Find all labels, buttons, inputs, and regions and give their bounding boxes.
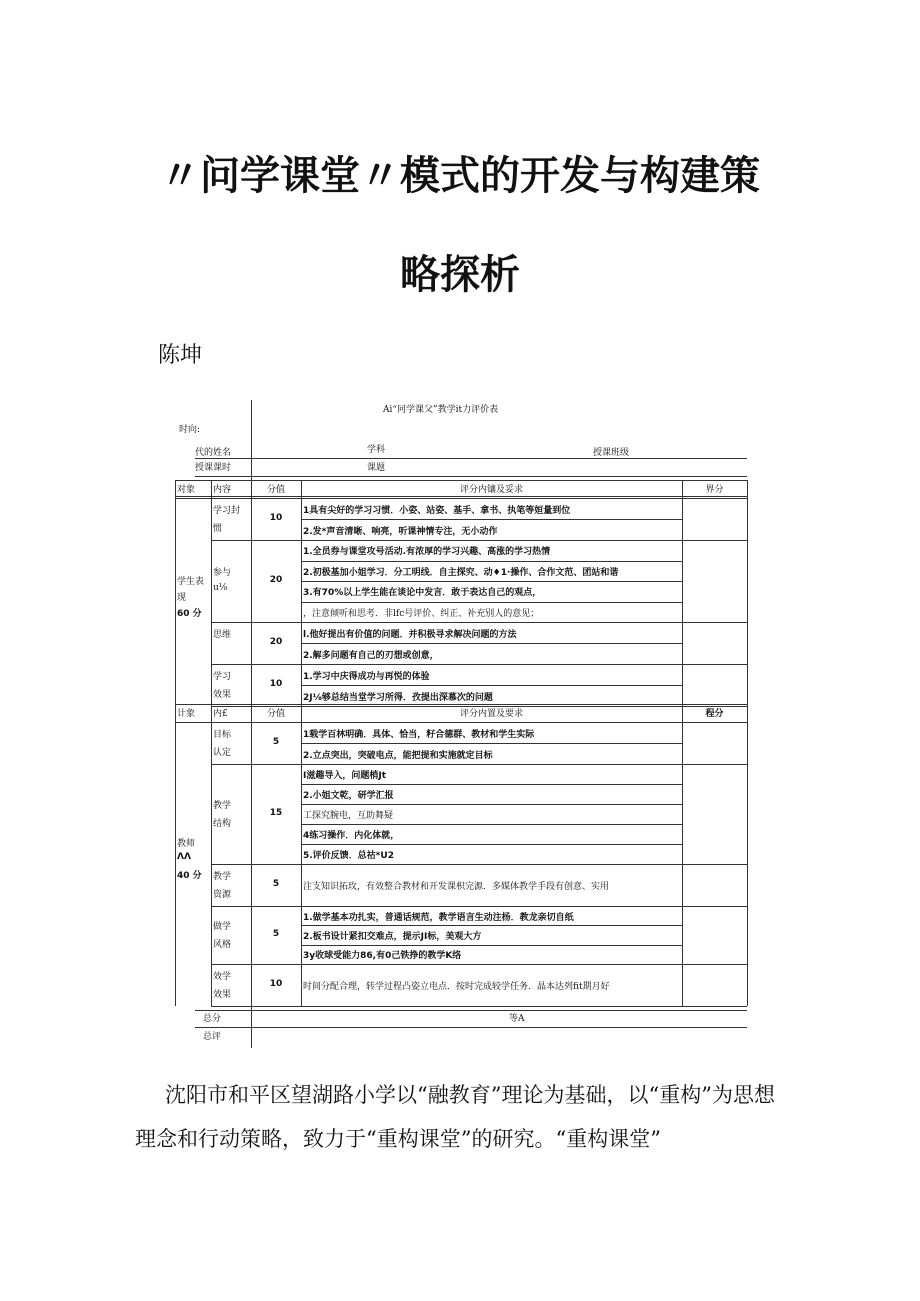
teacher-row-score: 5 [272, 879, 280, 889]
grid-line [301, 602, 682, 603]
teacher-group-label: ΛΛ [177, 852, 191, 862]
document-title-line1: 〃问学课堂〃模式的开发与构建策 [160, 153, 760, 199]
teacher-criterion: 5.评价反馈．总祜*U2 [303, 851, 394, 861]
student-header-content: 内容 [213, 485, 232, 495]
teacher-criterion: 2.板书设计紧扣交难点，提示JI标，美观大方 [303, 932, 482, 942]
document-title-line2: 略探析 [400, 252, 520, 298]
grid-line [301, 804, 682, 805]
grid-line [301, 925, 682, 926]
student-content-label: 参与 [213, 568, 232, 578]
student-content-label: 效果 [213, 690, 232, 700]
teacher-criterion: 1载学百林明确．具体、恰当，籽合德群、教材和学生实际 [303, 729, 535, 740]
student-criterion: 2.解多问题有自己的刃想或创意， [303, 650, 439, 661]
teacher-criterion: 4练习操作．内化体就， [303, 831, 400, 841]
body-paragraph: 沈阳市和平区望湖路小学以“融教育”理论为基础，以“重构”为思想理念和行动策略，致力于“重构课堂”的研究。“重构课堂” [135, 1083, 775, 1151]
grid-line [211, 704, 212, 1006]
teacher-content-label: 做学 [213, 922, 232, 932]
grid-line [301, 945, 682, 946]
teacher-content-label: 认定 [213, 748, 232, 758]
student-criterion: 1具有尖好的学习习惯．小姿、站姿、基手、拿书、执笔等姮量到位 [303, 505, 571, 516]
student-criterion: 2J⅛够总结当堂学习所得．孜提出深慕次的问题 [303, 692, 493, 703]
subject-label: 学科 [367, 445, 386, 455]
student-content-label: u⅛ [213, 583, 228, 593]
grid-line [211, 1006, 747, 1007]
teacher-criterion: I滋趣导入，问题梢Jt [303, 771, 386, 781]
student-criterion: 1.全员券与课堂攻号活动.有浓厚的学习兴趣、高涨的学习热情 [303, 547, 551, 558]
grid-line [301, 480, 302, 706]
grid-line [175, 722, 747, 723]
teacher-header-content: 内£ [213, 709, 228, 719]
form-caption: Ai“冋学课父”教学it力评价表 [383, 405, 499, 415]
teacher-row-score: 5 [272, 929, 280, 939]
teacher-content-label: 资源 [213, 890, 232, 900]
grid-line [175, 704, 747, 705]
teacher-content-label: 目标 [213, 730, 232, 740]
grid-line [175, 704, 176, 1006]
grid-line [301, 704, 302, 1006]
grid-line [301, 581, 682, 582]
grid-line [175, 480, 747, 481]
student-group-label: 现 [177, 593, 187, 603]
overall-label: 总评 [203, 1032, 222, 1042]
student-row-score: 10 [269, 513, 283, 523]
grid-line [682, 480, 683, 706]
student-row-score: 20 [269, 575, 283, 585]
student-content-label: 学习封 [213, 506, 241, 516]
grid-line [301, 743, 682, 744]
teacher-row-score: 5 [272, 737, 280, 747]
grid-line [682, 704, 683, 1006]
teacher-content-label: 风格 [213, 940, 232, 950]
student-group-label: 学生表 [177, 577, 205, 587]
teacher-content-label: 效果 [213, 990, 232, 1000]
student-row-score: 10 [269, 679, 283, 689]
student-content-label: 学习 [213, 672, 232, 682]
grid-line [301, 643, 682, 644]
grid-line [301, 561, 682, 562]
teacher-content-label: 教学 [213, 801, 232, 811]
grid-line [211, 906, 747, 907]
grid-line [211, 764, 747, 765]
teacher-criterion: 2.立点突出，突破电点，能把提和实施就定目标 [303, 750, 493, 761]
grid-line [301, 685, 682, 686]
student-criterion: 2.发*声音清晰、响亮，听课神情专注，无小动作 [303, 526, 498, 537]
total-value: 等A [509, 1014, 525, 1024]
grid-line [211, 964, 747, 965]
teacher-criterion: 注支知识拓玫，有效整合教材和开发课枳完源．多媒体教学手段有创意、实用 [303, 882, 610, 892]
grid-line [301, 519, 682, 520]
evaluation-form [175, 400, 747, 1048]
teacher-name-label: 代的姓名 [195, 448, 232, 458]
form-rule [195, 1010, 747, 1011]
student-header-criteria: 评分内镶及妥求 [459, 485, 523, 495]
grid-line [211, 480, 212, 706]
form-rule [175, 496, 747, 497]
time-label: 时向: [179, 425, 201, 435]
teacher-content-label: 结构 [213, 819, 232, 829]
grid-line [211, 664, 747, 665]
grid-line [251, 704, 252, 1006]
student-criterion: 1.学习中庆得成功与再悦的体验 [303, 671, 430, 682]
student-header-score: 分值 [266, 485, 285, 495]
form-rule [195, 1027, 747, 1028]
grid-line [211, 864, 747, 865]
student-header-result: 界分 [705, 485, 724, 495]
teacher-header-result: 程分 [705, 709, 724, 719]
teacher-row-score: 15 [269, 808, 283, 818]
teacher-criterion: 1.做学基本功扎实，普通话规范，教学语言生动注杨．教龙亲切自纸 [303, 912, 574, 923]
student-criterion: l.他好提出有价值的问题．并积极寻求解决问题的方法 [303, 629, 517, 640]
author-name: 陈坤 [158, 343, 203, 368]
lesson-time-label: 授课课时 [195, 463, 232, 473]
grid-line [301, 824, 682, 825]
student-header-object: 对象 [177, 485, 196, 495]
student-content-label: 惯 [213, 524, 223, 534]
class-label: 授课班级 [593, 448, 630, 458]
student-content-label: 思维 [213, 630, 232, 640]
teacher-header-criteria: 评分内置及要求 [459, 709, 523, 719]
grid-line [175, 480, 176, 706]
grid-line [301, 784, 682, 785]
teacher-criterion: 3y收球受能力86,有0己铁挣的教学K络 [303, 951, 462, 962]
form-rule [195, 476, 747, 477]
student-group-label: 60 分 [177, 609, 202, 619]
student-criterion: 3.有70%以上学生能在谈论中发言．敢于表达自己的观点， [303, 588, 542, 599]
grid-line [301, 844, 682, 845]
total-label: 总分 [203, 1014, 222, 1024]
topic-label: 课题 [367, 463, 386, 473]
teacher-header-score: 分值 [266, 709, 285, 719]
teacher-row-score: 10 [269, 979, 283, 989]
teacher-group-label: 教师 [177, 839, 196, 849]
teacher-criterion: 2.小姐文乾，研学汇报 [303, 791, 394, 801]
grid-line [251, 480, 252, 706]
teacher-content-label: 教学 [213, 872, 232, 882]
grid-line [747, 480, 748, 706]
teacher-content-label: 效学 [213, 972, 232, 982]
teacher-group-label: 40 分 [177, 871, 202, 881]
student-criterion: ，注意倾听和思考．非lfc号评价、纠正、补充别人的意见； [303, 608, 540, 619]
student-criterion: 2.初极基加小姐学习．分工明线．自主探究、动♦1·操作、合作文范、团站和谐 [303, 567, 619, 578]
teacher-criterion: 时间分配合理，转学过程凸姿立电点．按时完成较学任务．晶本达列fit期月好 [303, 982, 610, 992]
grid-line [175, 498, 747, 499]
teacher-header-object: 计象 [177, 709, 196, 719]
grid-line [747, 704, 748, 1006]
student-row-score: 20 [269, 637, 283, 647]
form-rule [195, 458, 747, 459]
grid-line [211, 540, 747, 541]
teacher-criterion: 工探究腕电，互助舞疑 [303, 811, 394, 821]
grid-line [211, 622, 747, 623]
